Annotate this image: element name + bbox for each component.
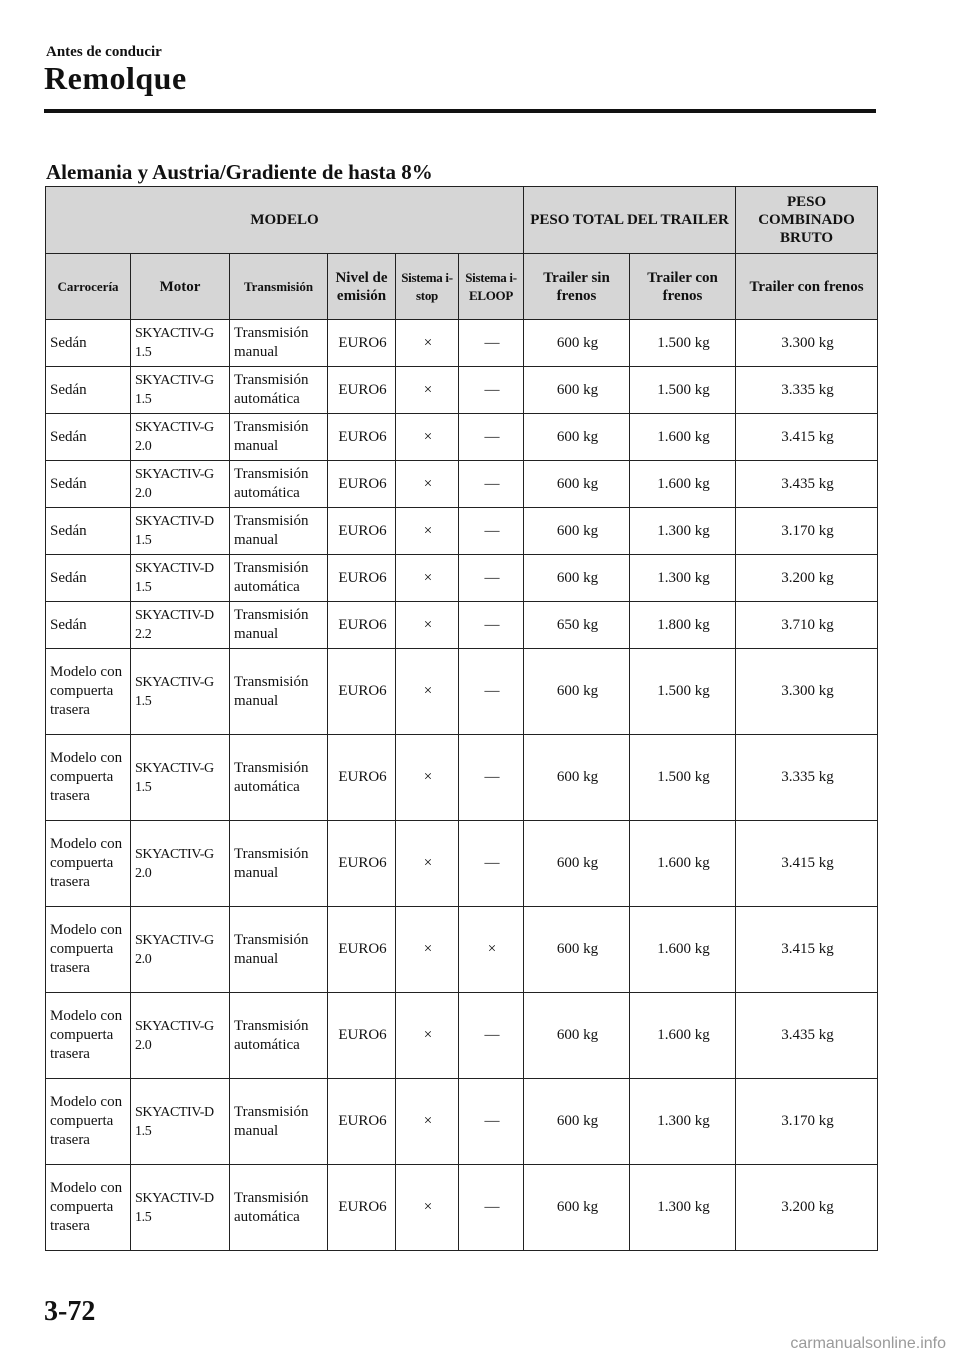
nivel-emision-cell: EURO6 xyxy=(328,367,396,414)
trailer-sin-frenos-cell: 600 kg xyxy=(524,461,630,508)
carroceria-cell: Sedán xyxy=(46,461,131,508)
title-divider xyxy=(44,109,876,113)
transmision-cell: Transmisión manual xyxy=(230,602,328,649)
nivel-emision-cell: EURO6 xyxy=(328,735,396,821)
trailer-sin-frenos-cell: 650 kg xyxy=(524,602,630,649)
peso-combinado-cell: 3.415 kg xyxy=(736,907,878,993)
istop-cell: × xyxy=(396,461,459,508)
table-row xyxy=(46,907,878,993)
motor-cell: SKYACTIV-G 1.5 xyxy=(131,367,230,414)
peso-combinado-cell: 3.300 kg xyxy=(736,649,878,735)
trailer-sin-frenos-cell: 600 kg xyxy=(524,649,630,735)
motor-cell: SKYACTIV-G 2.0 xyxy=(131,993,230,1079)
trailer-con-frenos-column-header: Trailer con frenos xyxy=(630,254,736,320)
transmision-cell: Transmisión automática xyxy=(230,367,328,414)
transmision-cell: Transmisión automática xyxy=(230,461,328,508)
table-row xyxy=(46,821,878,907)
table-row xyxy=(46,555,878,602)
trailer-sin-frenos-cell: 600 kg xyxy=(524,735,630,821)
istop-cell: × xyxy=(396,735,459,821)
carroceria-cell: Modelo con compuerta trasera xyxy=(46,1079,131,1165)
nivel-emision-cell: EURO6 xyxy=(328,320,396,367)
motor-cell: SKYACTIV-D 1.5 xyxy=(131,555,230,602)
carroceria-cell: Sedán xyxy=(46,320,131,367)
istop-cell: × xyxy=(396,414,459,461)
trailer-con-frenos-cell: 1.600 kg xyxy=(630,821,736,907)
transmision-cell: Transmisión manual xyxy=(230,320,328,367)
page-title: Remolque xyxy=(44,60,187,96)
transmision-cell: Transmisión manual xyxy=(230,414,328,461)
motor-cell: SKYACTIV-G 2.0 xyxy=(131,461,230,508)
nivel-emision-cell: EURO6 xyxy=(328,649,396,735)
istop-cell: × xyxy=(396,320,459,367)
nivel-emision-cell: EURO6 xyxy=(328,993,396,1079)
ieloop-cell: — xyxy=(459,461,524,508)
nivel-emision-cell: EURO6 xyxy=(328,1079,396,1165)
trailer-sin-frenos-cell: 600 kg xyxy=(524,993,630,1079)
transmision-column-header: Transmisión xyxy=(230,254,328,320)
peso-combinado-group-header: PESO COMBINADO BRUTO xyxy=(736,187,878,254)
transmision-cell: Transmisión automática xyxy=(230,555,328,602)
istop-cell: × xyxy=(396,367,459,414)
peso-combinado-cell: 3.435 kg xyxy=(736,461,878,508)
motor-cell: SKYACTIV-D 1.5 xyxy=(131,508,230,555)
section-label: Antes de conducir xyxy=(46,44,162,60)
table-row xyxy=(46,602,878,649)
trailer-con-frenos-cell: 1.300 kg xyxy=(630,1165,736,1251)
table-row xyxy=(46,320,878,367)
motor-cell: SKYACTIV-D 2.2 xyxy=(131,602,230,649)
carroceria-cell: Sedán xyxy=(46,414,131,461)
trailer-con-frenos-cell: 1.600 kg xyxy=(630,461,736,508)
istop-cell: × xyxy=(396,1165,459,1251)
ieloop-column-header: Sistema i-ELOOP xyxy=(459,254,524,320)
nivel-emision-cell: EURO6 xyxy=(328,555,396,602)
peso-combinado-cell: 3.300 kg xyxy=(736,320,878,367)
watermark: carmanualsonline.info xyxy=(790,1335,946,1352)
carroceria-cell: Modelo con compuerta trasera xyxy=(46,735,131,821)
peso-total-group-header: PESO TOTAL DEL TRAILER xyxy=(524,187,736,254)
trailer-sin-frenos-cell: 600 kg xyxy=(524,508,630,555)
table-row xyxy=(46,461,878,508)
peso-combinado-cell: 3.415 kg xyxy=(736,821,878,907)
trailer-sin-frenos-cell: 600 kg xyxy=(524,1079,630,1165)
peso-combinado-cell: 3.710 kg xyxy=(736,602,878,649)
peso-combinado-cell: 3.415 kg xyxy=(736,414,878,461)
trailer-sin-frenos-cell: 600 kg xyxy=(524,1165,630,1251)
ieloop-cell: — xyxy=(459,414,524,461)
table-row xyxy=(46,1079,878,1165)
nivel-emision-cell: EURO6 xyxy=(328,461,396,508)
peso-combinado-cell: 3.170 kg xyxy=(736,508,878,555)
trailer-sin-frenos-cell: 600 kg xyxy=(524,821,630,907)
transmision-cell: Transmisión manual xyxy=(230,1079,328,1165)
transmision-cell: Transmisión automática xyxy=(230,1165,328,1251)
transmision-cell: Transmisión automática xyxy=(230,993,328,1079)
carroceria-cell: Modelo con compuerta trasera xyxy=(46,1165,131,1251)
peso-combinado-cell: 3.200 kg xyxy=(736,1165,878,1251)
table-row xyxy=(46,367,878,414)
istop-cell: × xyxy=(396,555,459,602)
nivel-emision-cell: EURO6 xyxy=(328,414,396,461)
nivel-emision-cell: EURO6 xyxy=(328,1165,396,1251)
peso-combinado-cell: 3.200 kg xyxy=(736,555,878,602)
table-row xyxy=(46,414,878,461)
ieloop-cell: — xyxy=(459,821,524,907)
peso-combinado-cell: 3.435 kg xyxy=(736,993,878,1079)
carroceria-cell: Sedán xyxy=(46,555,131,602)
table-row xyxy=(46,993,878,1079)
trailer-sin-frenos-cell: 600 kg xyxy=(524,555,630,602)
trailer-con-frenos-cell: 1.500 kg xyxy=(630,320,736,367)
motor-cell: SKYACTIV-G 1.5 xyxy=(131,649,230,735)
carroceria-cell: Modelo con compuerta trasera xyxy=(46,821,131,907)
carroceria-cell: Modelo con compuerta trasera xyxy=(46,993,131,1079)
istop-cell: × xyxy=(396,907,459,993)
trailer-sin-frenos-cell: 600 kg xyxy=(524,367,630,414)
trailer-con-frenos-cell: 1.600 kg xyxy=(630,993,736,1079)
trailer-sin-frenos-cell: 600 kg xyxy=(524,907,630,993)
istop-cell: × xyxy=(396,602,459,649)
trailer-sin-frenos-column-header: Trailer sin frenos xyxy=(524,254,630,320)
motor-cell: SKYACTIV-G 1.5 xyxy=(131,320,230,367)
istop-cell: × xyxy=(396,821,459,907)
motor-cell: SKYACTIV-G 1.5 xyxy=(131,735,230,821)
ieloop-cell: — xyxy=(459,993,524,1079)
table-title: Alemania y Austria/Gradiente de hasta 8% xyxy=(46,160,433,184)
table-row xyxy=(46,649,878,735)
trailer-sin-frenos-cell: 600 kg xyxy=(524,320,630,367)
nivel-emision-cell: EURO6 xyxy=(328,602,396,649)
trailer-con-frenos-cell: 1.500 kg xyxy=(630,649,736,735)
peso-combinado-column-header: Trailer con frenos xyxy=(736,254,878,320)
trailer-con-frenos-cell: 1.500 kg xyxy=(630,367,736,414)
motor-cell: SKYACTIV-D 1.5 xyxy=(131,1079,230,1165)
trailer-con-frenos-cell: 1.300 kg xyxy=(630,1079,736,1165)
table-row xyxy=(46,1165,878,1251)
motor-cell: SKYACTIV-G 2.0 xyxy=(131,821,230,907)
motor-cell: SKYACTIV-G 2.0 xyxy=(131,907,230,993)
transmision-cell: Transmisión manual xyxy=(230,649,328,735)
carroceria-cell: Modelo con compuerta trasera xyxy=(46,907,131,993)
trailer-con-frenos-cell: 1.800 kg xyxy=(630,602,736,649)
trailer-sin-frenos-cell: 600 kg xyxy=(524,414,630,461)
motor-cell: SKYACTIV-G 2.0 xyxy=(131,414,230,461)
carroceria-cell: Modelo con compuerta trasera xyxy=(46,649,131,735)
peso-combinado-cell: 3.170 kg xyxy=(736,1079,878,1165)
trailer-con-frenos-cell: 1.300 kg xyxy=(630,555,736,602)
motor-cell: SKYACTIV-D 1.5 xyxy=(131,1165,230,1251)
transmision-cell: Transmisión manual xyxy=(230,821,328,907)
nivel-emision-cell: EURO6 xyxy=(328,508,396,555)
istop-cell: × xyxy=(396,993,459,1079)
carroceria-cell: Sedán xyxy=(46,602,131,649)
transmision-cell: Transmisión manual xyxy=(230,508,328,555)
transmision-cell: Transmisión manual xyxy=(230,907,328,993)
istop-column-header: Sistema i-stop xyxy=(396,254,459,320)
peso-combinado-cell: 3.335 kg xyxy=(736,735,878,821)
nivel-emision-column-header: Nivel de emisión xyxy=(328,254,396,320)
peso-combinado-cell: 3.335 kg xyxy=(736,367,878,414)
carroceria-cell: Sedán xyxy=(46,508,131,555)
ieloop-cell: — xyxy=(459,508,524,555)
ieloop-cell: — xyxy=(459,367,524,414)
ieloop-cell: — xyxy=(459,602,524,649)
table-row xyxy=(46,735,878,821)
ieloop-cell: × xyxy=(459,907,524,993)
ieloop-cell: — xyxy=(459,320,524,367)
table-row xyxy=(46,508,878,555)
trailer-con-frenos-cell: 1.300 kg xyxy=(630,508,736,555)
ieloop-cell: — xyxy=(459,1079,524,1165)
towing-capacity-table xyxy=(45,186,878,1251)
trailer-con-frenos-cell: 1.500 kg xyxy=(630,735,736,821)
istop-cell: × xyxy=(396,508,459,555)
trailer-con-frenos-cell: 1.600 kg xyxy=(630,907,736,993)
motor-column-header: Motor xyxy=(131,254,230,320)
transmision-cell: Transmisión automática xyxy=(230,735,328,821)
ieloop-cell: — xyxy=(459,1165,524,1251)
carroceria-cell: Sedán xyxy=(46,367,131,414)
page-number: 3-72 xyxy=(44,1296,96,1327)
nivel-emision-cell: EURO6 xyxy=(328,821,396,907)
ieloop-cell: — xyxy=(459,649,524,735)
trailer-con-frenos-cell: 1.600 kg xyxy=(630,414,736,461)
ieloop-cell: — xyxy=(459,735,524,821)
istop-cell: × xyxy=(396,649,459,735)
carroceria-column-header: Carrocería xyxy=(46,254,131,320)
nivel-emision-cell: EURO6 xyxy=(328,907,396,993)
ieloop-cell: — xyxy=(459,555,524,602)
istop-cell: × xyxy=(396,1079,459,1165)
modelo-group-header: MODELO xyxy=(46,187,524,254)
